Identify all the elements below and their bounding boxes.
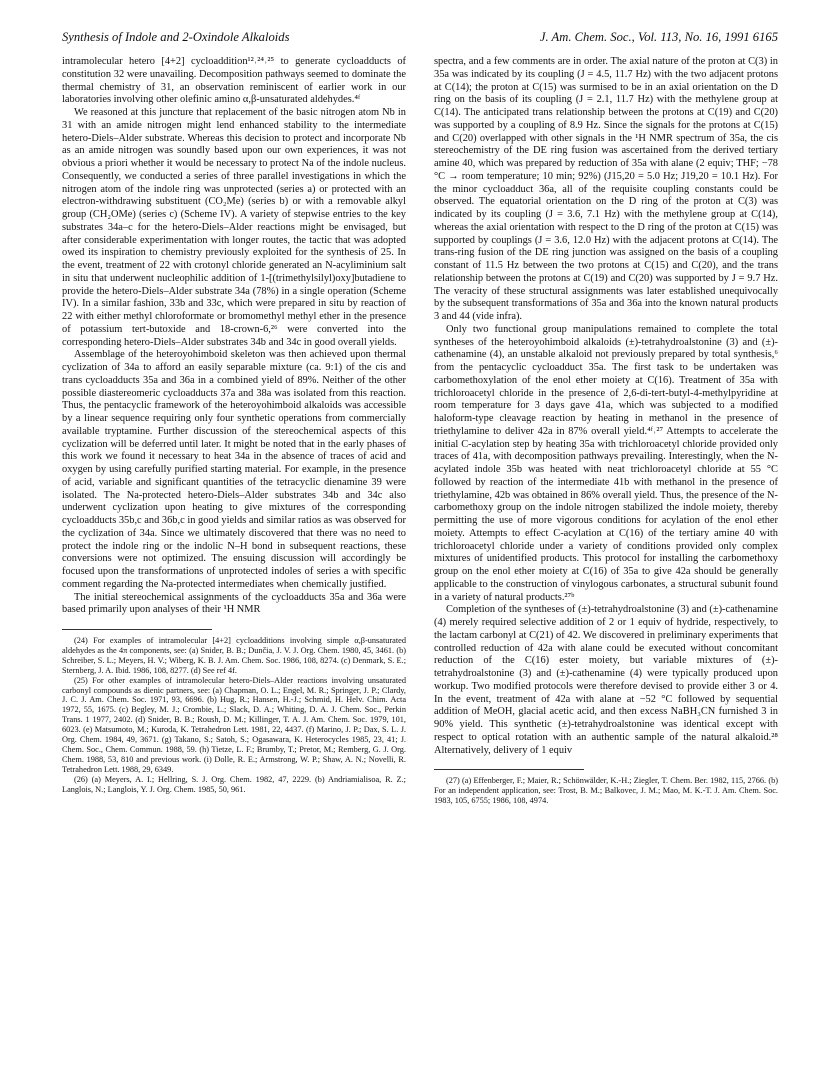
- body-paragraph: The initial stereochemical assignments of the cycloadducts 35a and 36a were based primarily upon analyses of their ¹H NMR: [62, 591, 406, 616]
- journal-citation: J. Am. Chem. Soc., Vol. 113, No. 16, 1991 6165: [539, 30, 778, 44]
- left-column: [62, 56, 406, 795]
- footnote: (27) (a) Effenberger, F.; Maier, R.; Schönwälder, K.-H.; Ziegler, T. Chem. Ber. 1982, 115, 2766. (b) For an independent application, see: Trost, B. M.; Balkovec, J. M.; Mao, M. K.-T. J. Am. Chem. Soc. 1983, 105, 6755; 1986, 108, 4974.: [434, 776, 778, 806]
- body-paragraph: We reasoned at this juncture that replacement of the basic nitrogen atom Nb in 31 with an amide nitrogen might lend enhanced stability to the intermediate hetero-Diels–Alder substrate. Whereas this decision to protect and incorporate Nb as an amide nitrogen was soundly based upon our own experiences, it was not obvious a priori whether it would be necessary to protect Na of the indole nucleus. Consequently, we conducted a series of three parallel investigations in which the nitrogen atom of the indole ring was unprotected (series a) or protected with an electron-withdrawing substituent (CO₂Me) (series b) or with a removable alkyl group (CH₂OMe) (series c) (Scheme IV). A variety of stepwise entries to the key substrates 34a–c for the hetero-Diels–Alder reactions might be envisaged, but after considerable experimentation with longer routes, the tactic that was adopted owed its inspiration to chemistry previously exploited for the synthesis of 25. In the event, treatment of 22 with crotonyl chloride generated an N-acyliminium salt in situ that underwent nucleophilic addition of 1-[(trimethylsilyl)oxy]butadiene to provide the hetero-Diels–Alder substrate 34a (78%) in a single operation (Scheme IV). In a similar fashion, 33b and 33c, which were prepared in situ by reaction of 22 with either methyl chloroformate or bromomethyl methyl ether in the presence of potassium tert-butoxide and 18-crown-6,²⁶ were converted into the corresponding hetero-Diels–Alder substrates 34b and 34c in good overall yields.: [62, 107, 406, 348]
- footnote: (26) (a) Meyers, A. I.; Hellring, S. J. Org. Chem. 1982, 47, 2229. (b) Andriamialisoa, R. Z.; Langlois, N.; Langlois, Y. J. Org. Chem. 1985, 50, 961.: [62, 774, 406, 794]
- body-paragraph: Only two functional group manipulations remained to complete the total syntheses of the heteroyohimboid alkaloids (±)-tetrahydroalstonine (3) and (±)-cathenamine (4), an unstable alkaloid not previously prepared by total synthesis,⁶ from the pentacyclic cycloadduct 35a. The first task to be undertaken was carbomethoxylation of the enol ether moiety at C(16). Treatment of 35a with trichloroacetyl chloride in the presence of 2,6-di-tert-butyl-4-methylpyridine at room temperature for 3 days gave 41a, which was subjected to a modified haloform-type cleavage reaction by heating in methanol in the presence of triethylamine to deliver 42a in 87% overall yield.⁴ᶠ˒²⁷ Attempts to accelerate the initial C-acylation step by heating 35a with trichloroacetyl chloride provided only traces of 41a, with decomposition pathways prevailing. Interestingly, when the N-acylated indole 35b was heated with neat trichloroacetyl chloride at 55 °C followed by reaction of the intermediate 41b with methanol in the presence of triethylamine, 42b was obtained in 86% overall yield. Thus, the presence of the N-carbomethoxy group on the indole nitrogen stabilized the indole moiety, thereby permitting the use of more vigorous conditions for acylation of the enol ether moiety. Attempts to effect C-acylation at C(16) of the tertiary amine 40 with trichloroacetyl chloride under a variety of conditions provided only complex mixtures of unidentified products. This protocol for installing the carbomethoxy group on the enol ether moiety at C(16) of 35a to give 42a should be generally applicable to the construction of vinylogous carbonates, a structural subunit found in a variety of natural products.²⁷ᵇ: [434, 323, 778, 603]
- body-paragraph: Completion of the syntheses of (±)-tetrahydroalstonine (3) and (±)-cathenamine (4) merely required selective addition of 2 or 1 equiv of hydride, respectively, to the lactam carbonyl at C(21) of 42. We discovered in preliminary experiments that controlled reduction of 42a with alane could be executed without concomitant reduction of the C(16) ester moiety, but variable mixtures of (±)-tetrahydroalstonine (3) and (±)-cathenamine (4) were typically produced upon workup. Two modified protocols were therefore devised to provide either 3 or 4. In the event, treatment of 42a with alane at −52 °C followed by sequential addition of MeOH, glacial acetic acid, and then excess NaBH₃CN furnished 3 in 90% yield. This synthetic (±)-tetrahydroalstonine was identical except with respect to optical rotation with an authentic sample of the natural alkaloid.²⁸ Alternatively, delivery of 1 equiv: [434, 604, 778, 756]
- body-paragraph: intramolecular hetero [4+2] cycloaddition¹²˒²⁴˒²⁵ to generate cycloadducts of constitution 32 were unavailing. Decomposition pathways seemed to dominate the thermal chemistry of 31, an observation reminiscent of earlier work in our laboratories involving other olefinic amino α,β-unsaturated aldehydes.⁴ᶠ: [62, 56, 406, 106]
- right-column: [434, 56, 778, 806]
- footnote: (24) For examples of intramolecular [4+2] cycloadditions involving simple α,β-unsaturated aldehydes as the 4π components, see: (a) Snider, B. B.; Dunčia, J. V. J. Org. Chem. 1980, 45, 3461. (b) Schreiber, S. L.; Meyers, H. V.; Wiberg, K. B. J. Am. Chem. Soc. 1986, 108, 8274. (c) Denmark, S. E.; Sternberg, J. A. Ibid. 1986, 108, 8277. (d) See ref 4f.: [62, 636, 406, 675]
- footnote-divider: [434, 769, 584, 770]
- footnote: (25) For other examples of intramolecular hetero-Diels–Alder reactions involving unsaturated carbonyl compounds as dienic partners, see: (a) Chapman, O. L.; Engel, M. R.; Springer, J. P.; Clardy, J. C. J. Am. Chem. Soc. 1971, 93, 6696. (b) Hug, R.; Hansen, H.-J.; Schmid, H. Helv. Chim. Acta 1972, 55, 1675. (c) Begley, M. J.; Crombie, L.; Slack, D. A.; Whiting, D. A. J. Chem. Soc., Perkin Trans. 1 1977, 2402. (d) Snider, B. B.; Roush, D. M.; Killinger, T. A. J. Am. Chem. Soc. 1979, 101, 6023. (e) Matsumoto, M.; Kuroda, K. Tetrahedron Lett. 1981, 22, 4437. (f) Marino, J. P.; Dax, S. L. J. Org. Chem. 1984, 49, 3671. (g) Takano, S.; Satoh, S.; Ogasawara, K. Heterocycles 1985, 23, 41; J. Chem. Soc., Chem. Commun. 1988, 59. (h) Tietze, L. F.; Brumby, T.; Pretor, M.; Remberg, G. J. Org. Chem. 1988, 53, 810 and previous work. (i) Dolle, R. E.; Armstrong, W. P.; Shaw, A. N.; Novelli, R. Tetrahedron Lett. 1988, 29, 6349.: [62, 675, 406, 774]
- running-header: [62, 28, 778, 46]
- running-title: Synthesis of Indole and 2-Oxindole Alkaloids: [62, 30, 290, 44]
- body-paragraph: Assemblage of the heteroyohimboid skeleton was then achieved upon thermal cyclization of 34a to afford an easily separable mixture (ca. 9:1) of the cis and trans cycloadducts 35a and 36a in a combined yield of 89%. Neither of the other possible diastereomeric cycloadducts 37a and 38a was isolated from this reaction. Thus, the pentacyclic framework of the heteroyohimboid alkaloids was accessible by a linear sequence requiring only four synthetic operations from commercially available tryptamine. Further discussion of the stereochemical aspects of this cyclization will be deferred until later. It might be noted that in the early phases of this work we found it necessary to heat 34a in the absence of traces of acid and oxygen by using carefully purified starting material. For example, in the presence of acid, variable and significant quantities of the tetracyclic dienamine 39 were isolated. The Na-protected hetero-Diels–Alder substrates 34b and 34c also underwent cyclization upon heating to give mixtures of the corresponding cycloadducts 35b,c and 36b,c in good yields and similar ratios as was observed for the cyclization of 34a. Since we ultimately discovered that there was no need to protect the indole ring or the indolic N–H bond in subsequent reactions, these conversions were not optimized. The ensuing discussion will accordingly be focused upon the transformations of unprotected indoles of series a with specific comment regarding the Na-protected intermediates when chemically justified.: [62, 349, 406, 590]
- body-paragraph: spectra, and a few comments are in order. The axial nature of the proton at C(3) in 35a was indicated by its coupling (J = 4.5, 11.7 Hz) with the two adjacent protons at C(14); the proton at C(15) was surmised to be in an axial orientation on the D ring on the basis of its coupling (J = 2.1, 11.7 Hz) with the methylene group at C(14). The anticipated trans relationship between the protons at C(19) and C(20) was supported by a coupling of 8.9 Hz. Since the signals for the protons at C(15) and C(20) overlapped with other signals in the ¹H NMR spectrum of 35a, the cis stereochemistry of the DE ring fusion was ascertained from the derived tertiary amine 40, which was prepared by reduction of 35a with alane (2 equiv; THF; −78 °C → room temperature; 10 min; 92%) (J15,20 = 5.0 Hz; J19,20 = 10.1 Hz). For the minor cycloadduct 36a, all of the requisite coupling constants could be observed. The equatorial orientation on the D ring of the proton at C(3) was indicated by its coupling (J = 3.6, 7.1 Hz) with the methylene group at C(14), whereas the axial orientation with respect to the D ring of the proton at C(15) was supported by couplings (J = 3.6, 12.0 Hz) with the adjacent protons at C(14). The trans-ring fusion of the DE ring junction was assigned on the basis of a coupling constant of 11.5 Hz between the two protons at C(15) and C(20), and the trans relationship between the protons at C(19) and C(20) was supported by J = 9.7 Hz. The veracity of these structural assignments was later established unequivocally by the subsequent transformations of 35a and 36a into the known natural products 3 and 44 (vide infra).: [434, 56, 778, 322]
- footnote-divider: [62, 629, 212, 630]
